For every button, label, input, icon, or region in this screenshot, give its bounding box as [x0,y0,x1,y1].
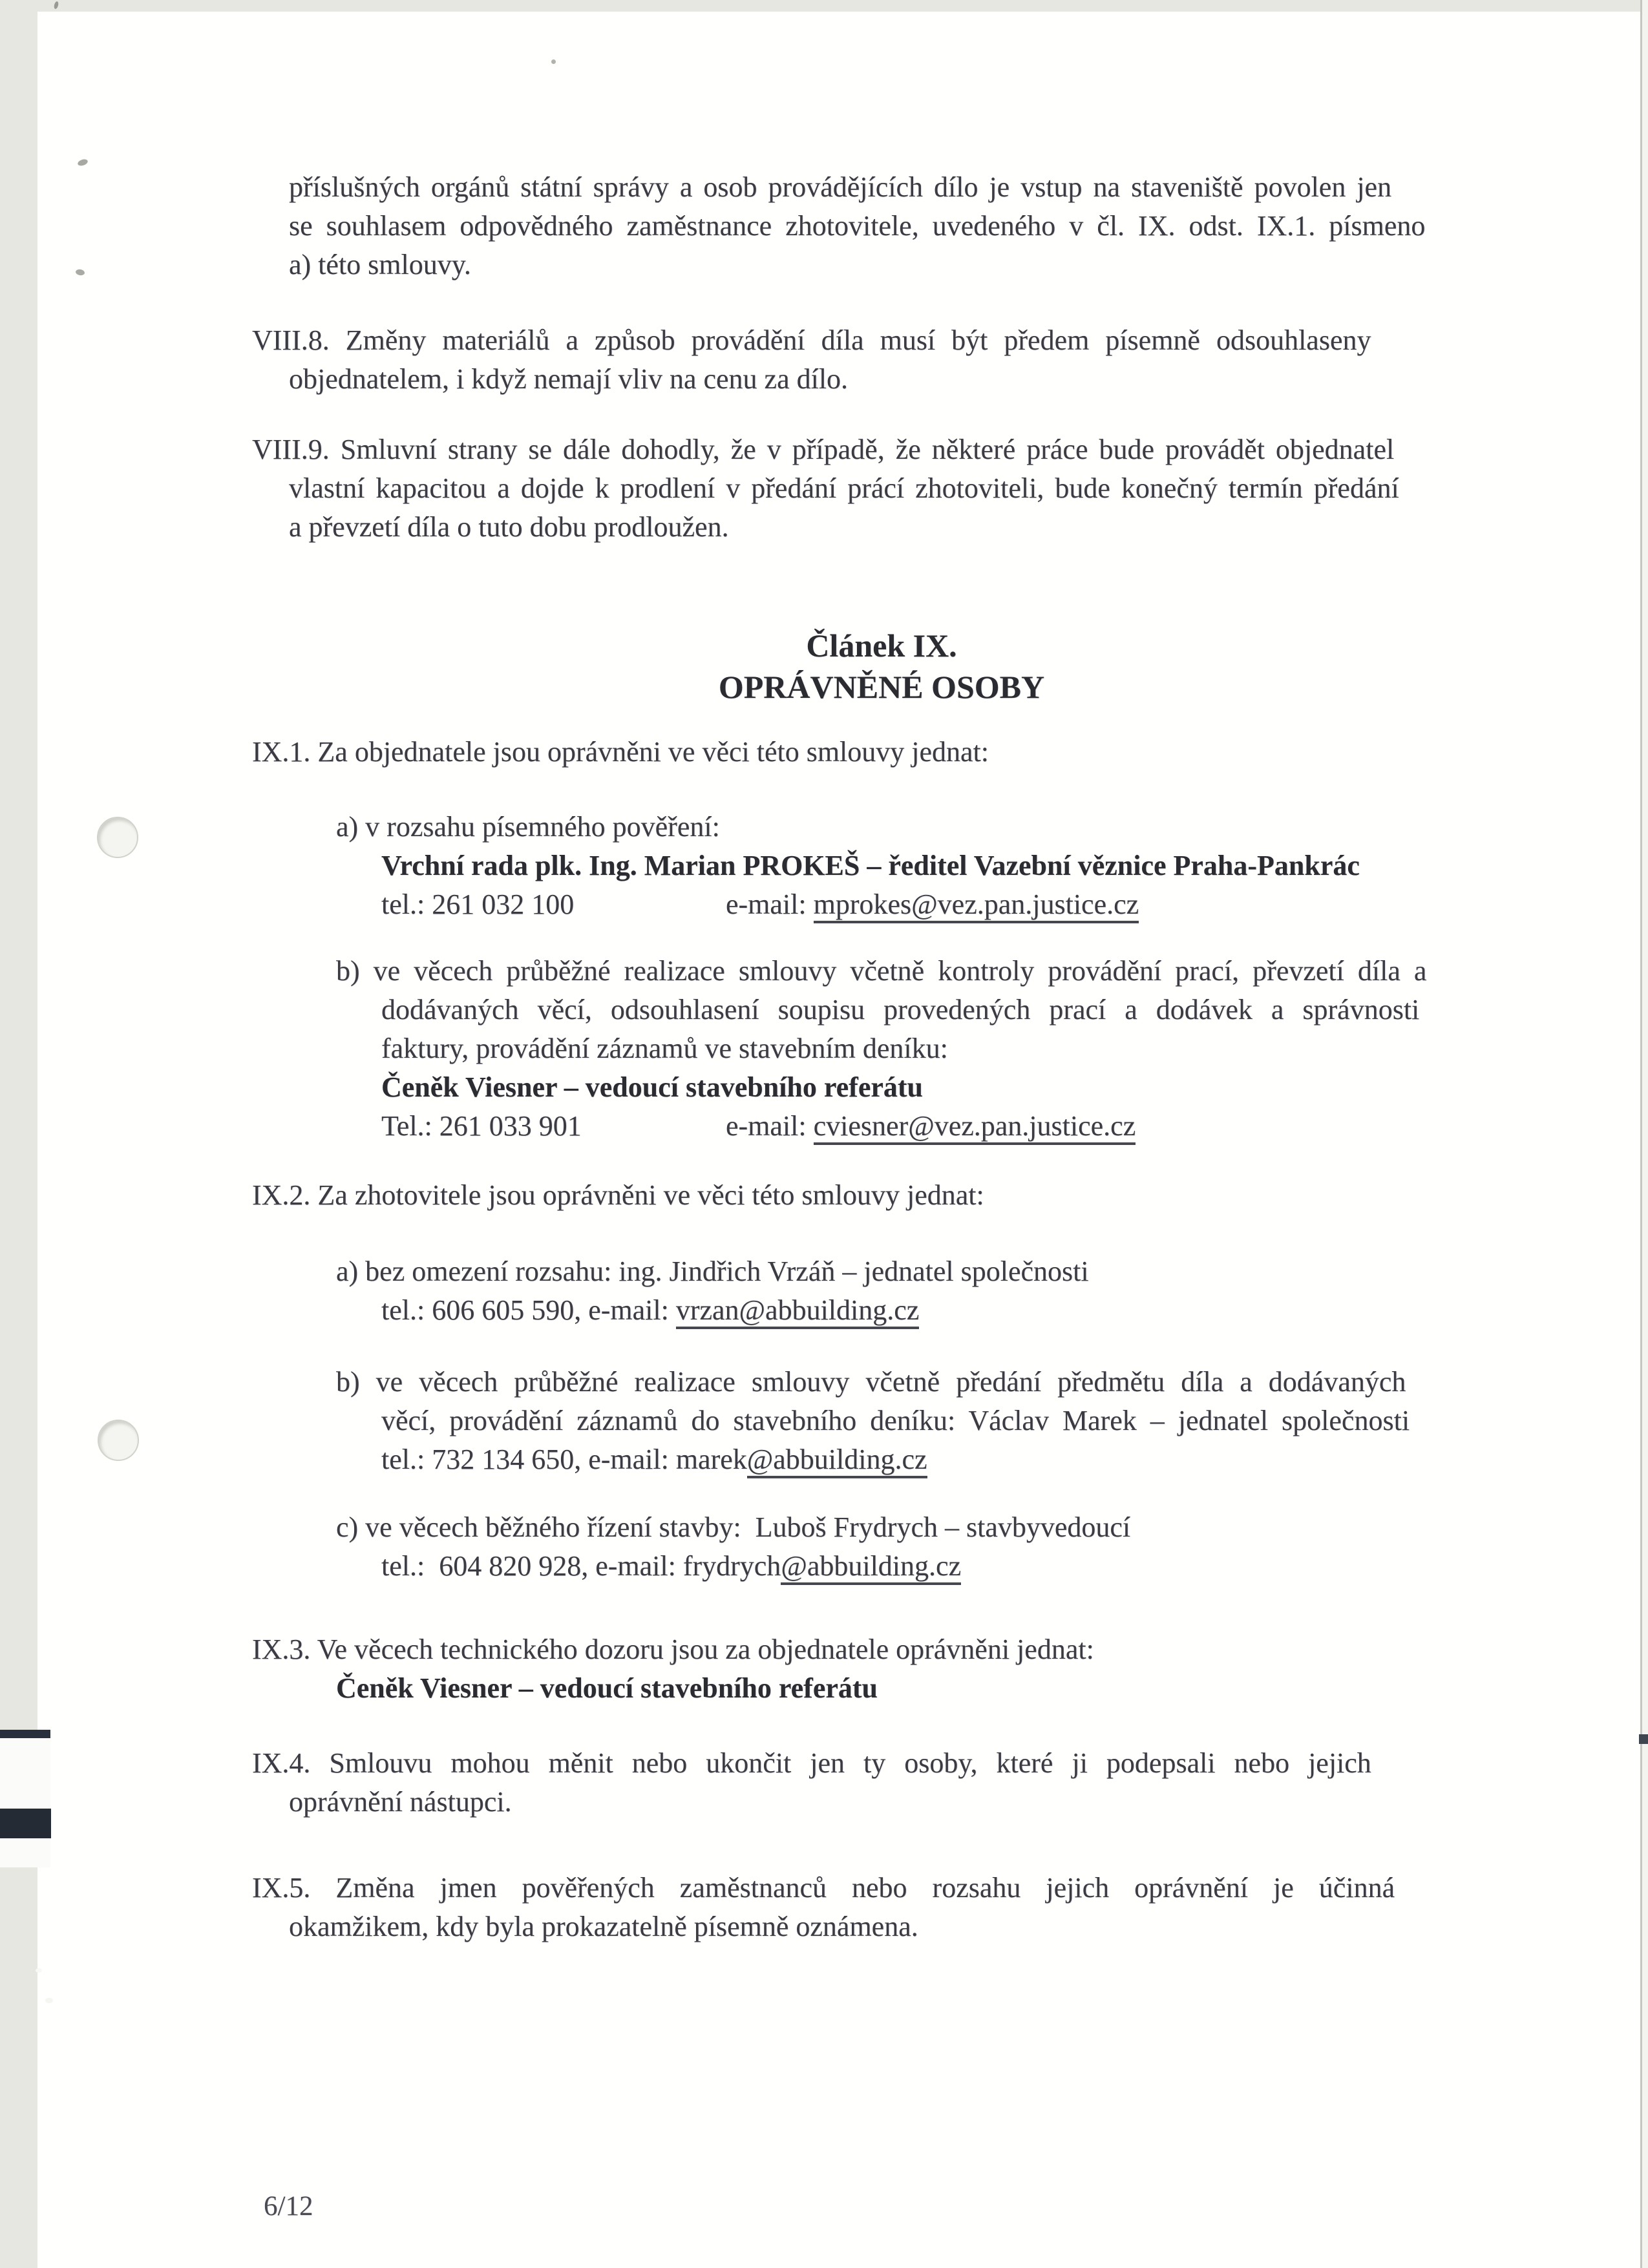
section-intro-line: IX.1. Za objednatele jsou oprávněni ve věci této smlouvy jednat: [252,736,989,768]
page-number: 6/12 [264,2191,313,2221]
paragraph-ix-4 [252,1744,1493,1822]
scan-artifact-white-patch [0,1737,50,1867]
text-line: oprávnění nástupci. [289,1786,512,1818]
text-line: VIII.8. Změny materiálů a způsob provádění díla musí být předem písemně odsouhlaseny [252,324,1371,356]
list-item-b-zhotovitel [252,1363,1493,1479]
paragraph-ix-5 [252,1869,1493,1946]
scan-right-margin [1642,0,1648,2268]
text-line: objednatelem, i když nemají vliv na cenu za dílo. [289,363,849,395]
section-ix-2 [252,1176,1493,1215]
section-intro-line: IX.2. Za zhotovitele jsou oprávněni ve věci této smlouvy jednat: [252,1179,984,1211]
contact-line [381,1440,1493,1479]
paragraph-viii-8 [252,321,1493,399]
authorized-person-name: Čeněk Viesner – vedoucí stavebního referátu [336,1672,878,1704]
list-item-c-zhotovitel [252,1508,1493,1586]
email-address: marek [675,1444,747,1475]
email-label: e-mail: [588,1444,676,1475]
text-line: b) ve věcech průběžné realizace smlouvy včetně kontroly provádění prací, převzetí díla a [336,955,1427,987]
scan-speck [551,59,556,64]
scan-speck [36,1968,42,1973]
text-line: IX.5. Změna jmen pověřených zaměstnanců nebo rozsahu jejich oprávnění je účinná [252,1872,1395,1904]
text-line: dodávaných věcí, odsouhlasení soupisu provedených prací a dodávek a správnosti [381,994,1420,1025]
text-line: IX.4. Smlouvu mohou měnit nebo ukončit jen ty osoby, které ji podepsali nebo jejich [252,1747,1371,1779]
email-label: e-mail: [595,1550,683,1582]
email-label: e-mail: [726,1110,814,1142]
contact-line [381,1107,1493,1146]
contact-line [381,1291,1493,1330]
phone-number: Tel.: 261 033 901 [381,1110,582,1142]
article-heading [261,625,1502,708]
paragraph-viii-9 [252,430,1493,547]
text-line: b) ve věcech průběžné realizace smlouvy včetně předání předmětu díla a dodávaných [336,1366,1406,1398]
phone-number: tel.: 261 032 100 [381,888,575,920]
email-address: frydrych [682,1550,781,1582]
phone-number: tel.: 606 605 590, [381,1294,589,1326]
email-label: e-mail: [726,888,814,920]
list-item-b-objednatel [252,952,1493,1146]
authorized-person-name: Vrchní rada plk. Ing. Marian PROKEŠ – ředitel Vazební věznice Praha-Pankrác [381,850,1360,881]
article-subtitle: OPRÁVNĚNÉ OSOBY [718,669,1045,705]
section-intro-line: IX.3. Ve věcech technického dozoru jsou za objednatele oprávněni jednat: [252,1633,1094,1665]
text-line: c) ve věcech běžného řízení stavby: Luboš Frydrych – stavbyvedoucí [336,1511,1131,1543]
text-column [252,168,1493,1946]
scan-speck [45,1998,53,2003]
text-line: příslušných orgánů státní správy a osob provádějících dílo je vstup na staveniště povolen jen [289,171,1392,203]
text-line: VIII.9. Smluvní strany se dále dohodly, že v případě, že některé práce bude provádět objednatel [252,434,1395,465]
list-item-a-zhotovitel [252,1252,1493,1330]
text-line: vlastní kapacitou a dojde k prodlení v předání prácí zhotoviteli, bude konečný termín předání [289,472,1399,504]
text-line: faktury, provádění záznamů ve stavebním deníku: [381,1033,948,1064]
email-address-underlined: vrzan@abbuilding.cz [676,1294,920,1329]
contact-line [381,1547,1493,1586]
text-line: věcí, provádění záznamů do stavebního deníku: Václav Marek – jednatel společnosti [381,1405,1410,1436]
text-line: se souhlasem odpovědného zaměstnance zhotovitele, uvedeného v čl. IX. odst. IX.1. písmeno [289,210,1426,242]
scan-artifact-bar-thick [0,1809,51,1838]
article-title: Článek IX. [806,627,957,664]
section-ix-3 [252,1630,1493,1708]
contact-line [381,885,1493,924]
section-ix-1 [252,733,1493,772]
list-item-a-objednatel [252,808,1493,924]
email-address-underlined: @abbuilding.cz [781,1550,961,1585]
punch-hole-top [97,817,138,858]
paragraph-intro-continuation [252,168,1493,284]
authorized-person-name: Čeněk Viesner – vedoucí stavebního referátu [381,1071,923,1103]
phone-number: tel.: 604 820 928, [381,1550,596,1582]
email-address-underlined: @abbuilding.cz [747,1444,927,1478]
text-line: a) této smlouvy. [289,249,471,280]
phone-number: tel.: 732 134 650, [381,1444,589,1475]
scan-artifact-right-square [1639,1734,1648,1744]
email-address: mprokes@vez.pan.justice.cz [814,888,1139,923]
email-label: e-mail: [588,1294,676,1326]
text-line: a) v rozsahu písemného pověření: [336,811,720,843]
scan-speck [54,1,59,9]
email-address: cviesner@vez.pan.justice.cz [814,1110,1136,1145]
text-line: okamžikem, kdy byla prokazatelně písemně oznámena. [289,1911,918,1942]
text-line: a převzetí díla o tuto dobu prodloužen. [289,511,729,543]
page-edge-line [1640,0,1642,2268]
punch-hole-bottom [98,1420,139,1461]
text-line: a) bez omezení rozsahu: ing. Jindřich Vrzáň – jednatel společnosti [336,1255,1089,1287]
scan-artifact-bar-thin [0,1730,50,1738]
